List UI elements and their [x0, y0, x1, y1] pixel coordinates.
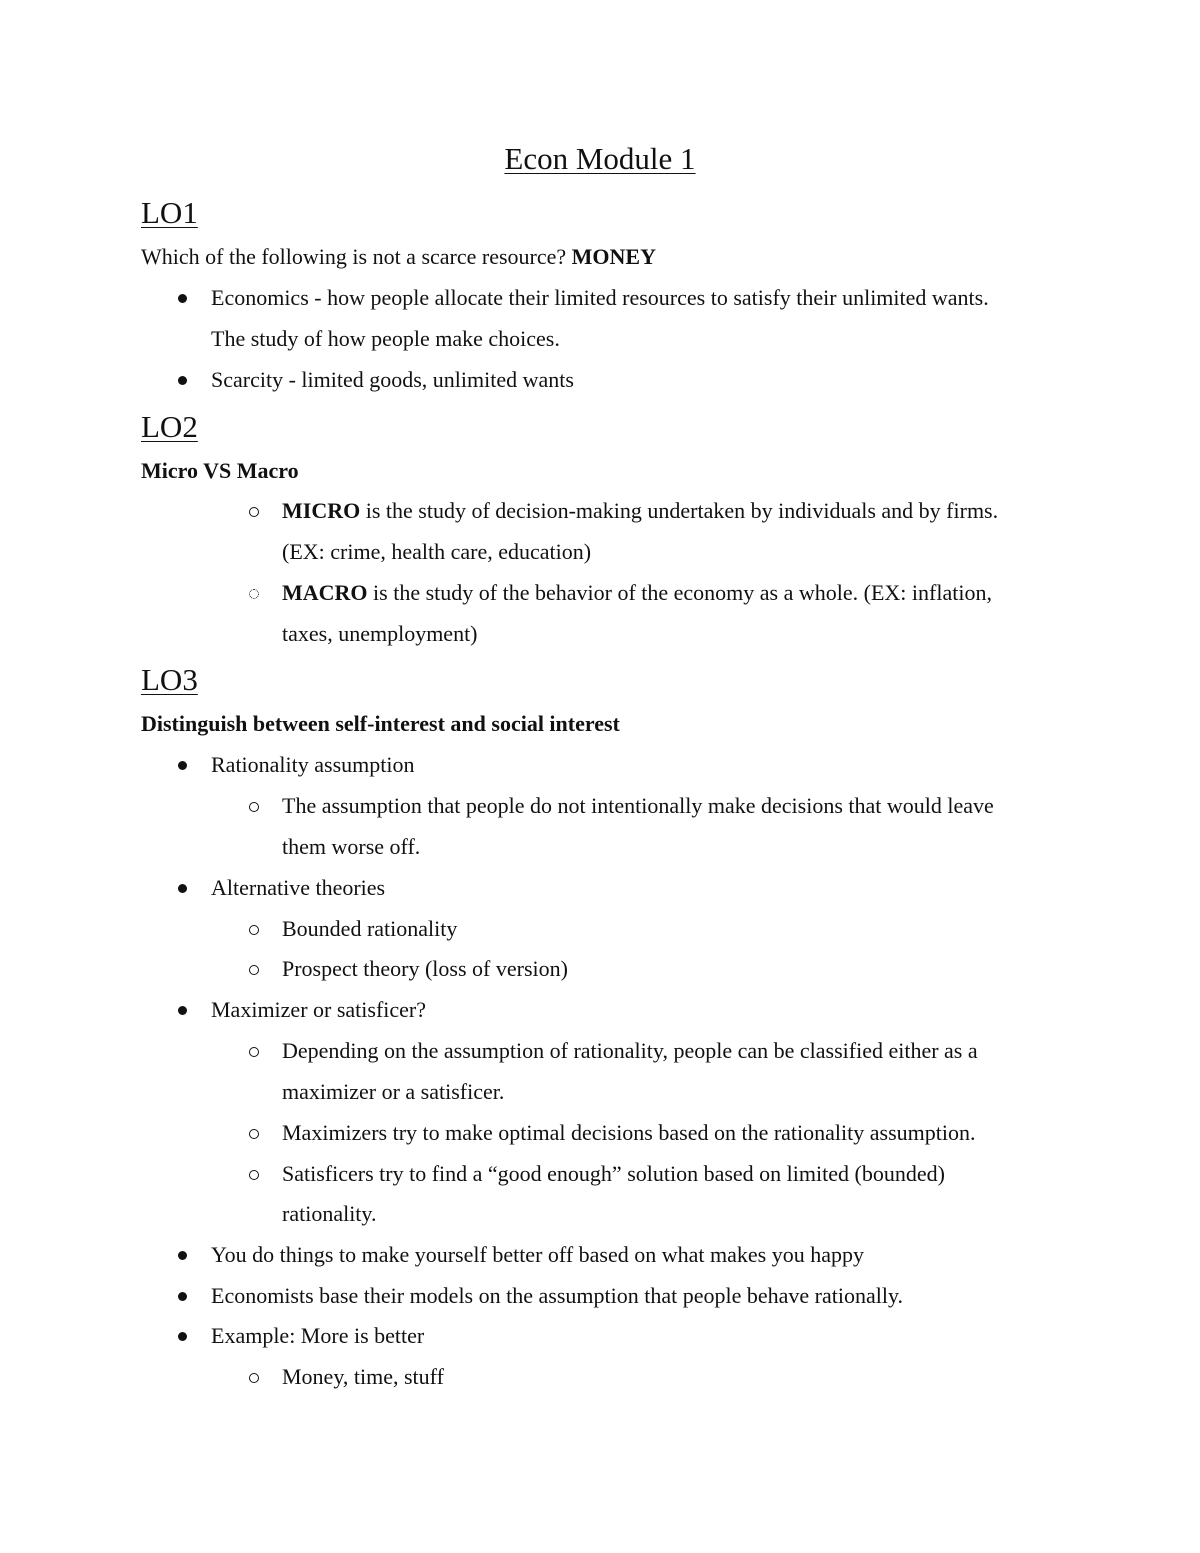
lo3-maximizer-sub3-line2: rationality. [282, 1201, 377, 1226]
lo3-rationality-sub1-line2: them worse off. [282, 834, 421, 859]
lo3-example-sub1: Money, time, stuff [282, 1364, 444, 1389]
lo2-macro-line2: taxes, unemployment) [282, 621, 478, 646]
lo3-maximizer-sub3-line1: Satisficers try to find a “good enough” solution based on limited (bounded) [282, 1161, 945, 1186]
bullet-circle-icon [249, 802, 259, 812]
lo3-maximizer-sub2: Maximizers try to make optimal decisions based on the rationality assumption. [282, 1120, 976, 1145]
bullet-disc-icon [178, 761, 187, 770]
lo2-heading: LO2 [141, 409, 198, 444]
bullet-circle-icon [249, 965, 259, 975]
lo2-macro-term: MACRO [282, 580, 368, 605]
lo3-heading: LO3 [141, 662, 198, 697]
lo3-subheading: Distinguish between self-interest and social interest [141, 711, 620, 736]
bullet-circle-icon [249, 507, 259, 517]
bullet-disc-icon [178, 1292, 187, 1301]
lo2-micro-line1 [282, 496, 998, 526]
lo3-economists: Economists base their models on the assumption that people behave rationally. [211, 1283, 904, 1308]
bullet-circle-icon [249, 1170, 259, 1180]
lo3-rationality-sub1-line1: The assumption that people do not intentionally make decisions that would leave [282, 793, 994, 818]
bullet-disc-icon [178, 376, 187, 385]
lo3-maximizer-sub1-line1: Depending on the assumption of rationality, people can be classified either as a [282, 1038, 978, 1063]
lo3-alternatives-sub1: Bounded rationality [282, 916, 458, 941]
lo2-macro-line1 [282, 578, 992, 608]
lo1-bullet-economics-line2: The study of how people make choices. [211, 326, 560, 351]
lo3-alternatives: Alternative theories [211, 875, 386, 900]
bullet-disc-icon [178, 1006, 187, 1015]
bullet-circle-icon [249, 589, 259, 599]
lo3-maximizer: Maximizer or satisficer? [211, 997, 427, 1022]
bullet-disc-icon [178, 1332, 187, 1341]
lo1-question-text: Which of the following is not a scarce resource? [141, 244, 572, 269]
bullet-circle-icon [249, 925, 259, 935]
lo2-macro-desc: is the study of the behavior of the economy as a whole. (EX: inflation, [367, 580, 992, 605]
lo1-question [141, 242, 656, 272]
bullet-circle-icon [249, 1129, 259, 1139]
bullet-disc-icon [178, 294, 187, 303]
lo3-maximizer-sub1-line2: maximizer or a satisficer. [282, 1079, 505, 1104]
lo2-micro-desc: is the study of decision-making undertaken by individuals and by firms. [360, 498, 999, 523]
lo3-rationality: Rationality assumption [211, 752, 415, 777]
lo3-example: Example: More is better [211, 1323, 425, 1348]
lo3-alternatives-sub2: Prospect theory (loss of version) [282, 956, 568, 981]
document-title: Econ Module 1 [504, 141, 696, 176]
bullet-circle-icon [249, 1047, 259, 1057]
bullet-disc-icon [178, 884, 187, 893]
bullet-disc-icon [178, 1251, 187, 1260]
lo1-bullet-economics-line1: Economics - how people allocate their limited resources to satisfy their unlimited wants. [211, 285, 989, 310]
lo1-heading: LO1 [141, 195, 198, 230]
lo3-happy: You do things to make yourself better off based on what makes you happy [211, 1242, 864, 1267]
bullet-circle-icon [249, 1373, 259, 1383]
lo2-micro-term: MICRO [282, 498, 361, 523]
lo2-micro-line2: (EX: crime, health care, education) [282, 539, 592, 564]
lo2-subheading: Micro VS Macro [141, 458, 299, 483]
lo1-answer: MONEY [571, 244, 656, 269]
lo1-bullet-scarcity: Scarcity - limited goods, unlimited wants [211, 367, 574, 392]
